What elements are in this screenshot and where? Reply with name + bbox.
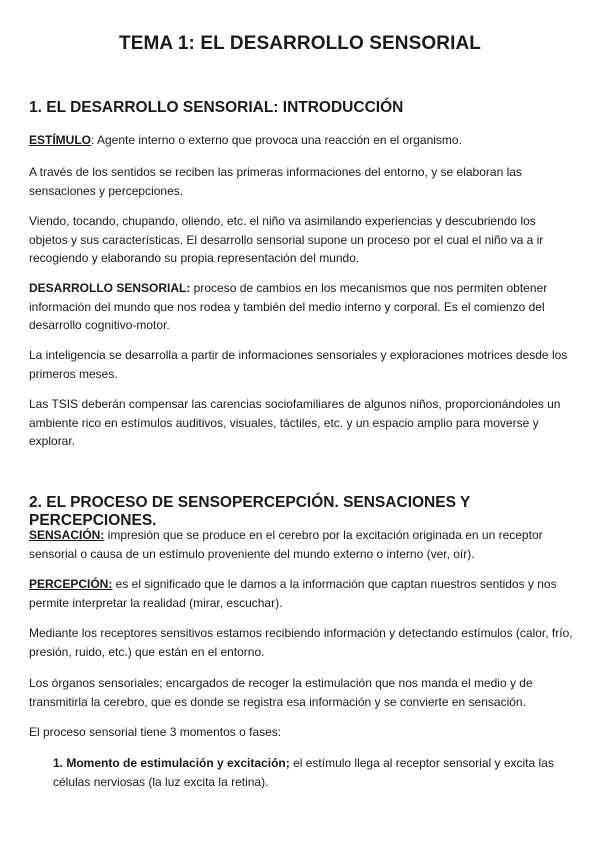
paragraph-receptores: Mediante los receptores sensitivos estamos recibiendo información y detectando estímulos (calor, frío, presión, ruido, etc.) que están en el entorno. [29, 626, 573, 659]
term-desarrollo-sensorial: DESARROLLO SENSORIAL: [29, 281, 191, 295]
paragraph-estimulo [29, 131, 577, 150]
paragraph-desarrollo-sensorial [29, 279, 577, 335]
section-1-heading: 1. EL DESARROLLO SENSORIAL: INTRODUCCIÓN [29, 99, 404, 116]
term-sensacion: SENSACIÓN: [29, 528, 105, 542]
paragraph-fases: El proceso sensorial tiene 3 momentos o fases: [29, 725, 282, 739]
paragraph-viendo: Viendo, tocando, chupando, oliendo, etc. el niño va asimilando experiencias y descubriendo los objetos y sus características. El desarrollo sensorial supone un proceso por el cual el niño va a ir recogiendo y elaborando su propia representación del mundo. [29, 214, 544, 265]
term-percepcion: PERCEPCIÓN: [29, 577, 113, 591]
paragraph-inteligencia: La inteligencia se desarrolla a partir de informaciones sensoriales y exploraciones motrices desde los primeros meses. [29, 348, 568, 381]
term-fase-1: 1. Momento de estimulación y excitación; [53, 756, 290, 770]
definition-percepcion: es el significado que le damos a la información que captan nuestros sentidos y nos permite interpretar la realidad (mirar, escuchar). [29, 577, 557, 610]
paragraph-percepcion [29, 575, 577, 612]
definition-fase-1: el estímulo llega al receptor sensorial y excita las células nerviosas (la luz excita la retina). [53, 756, 554, 789]
paragraph-tsis: Las TSIS deberán compensar las carencias sociofamiliares de algunos niños, proporcionándoles un ambiente rico en estímulos auditivos, visuales, táctiles, etc. y un espacio amplio para moverse y explorar. [29, 397, 561, 448]
paragraph-organos: Los órganos sensoriales; encargados de recoger la estimulación que nos manda el medio y de transmitirla la cerebro, que es donde se registra esa información y se convierte en sensación. [29, 676, 533, 709]
definition-desarrollo-sensorial: proceso de cambios en los mecanismos que nos permiten obtener información del mundo que nos rodea y también del medio interno y corporal. Es el comienzo del desarrollo cognitivo-motor. [29, 281, 548, 332]
section-2-heading: 2. EL PROCESO DE SENSOPERCEPCIÓN. SENSACIONES Y PERCEPCIONES. [29, 494, 471, 529]
list-item-fase-1 [53, 754, 577, 791]
definition-estimulo: : Agente interno o externo que provoca una reacción en el organismo. [91, 133, 462, 147]
page-title: TEMA 1: EL DESARROLLO SENSORIAL [118, 33, 481, 54]
term-estimulo: ESTÍMULO [29, 133, 91, 147]
paragraph-sentidos: A través de los sentidos se reciben las primeras informaciones del entorno, y se elaboran las sensaciones y percepciones. [29, 165, 522, 198]
definition-sensacion: impresión que se produce en el cerebro por la excitación originada en un receptor sensorial o causa de un estímulo proveniente del mundo externo o interno (ver, oír). [29, 528, 543, 561]
paragraph-sensacion [29, 526, 577, 563]
